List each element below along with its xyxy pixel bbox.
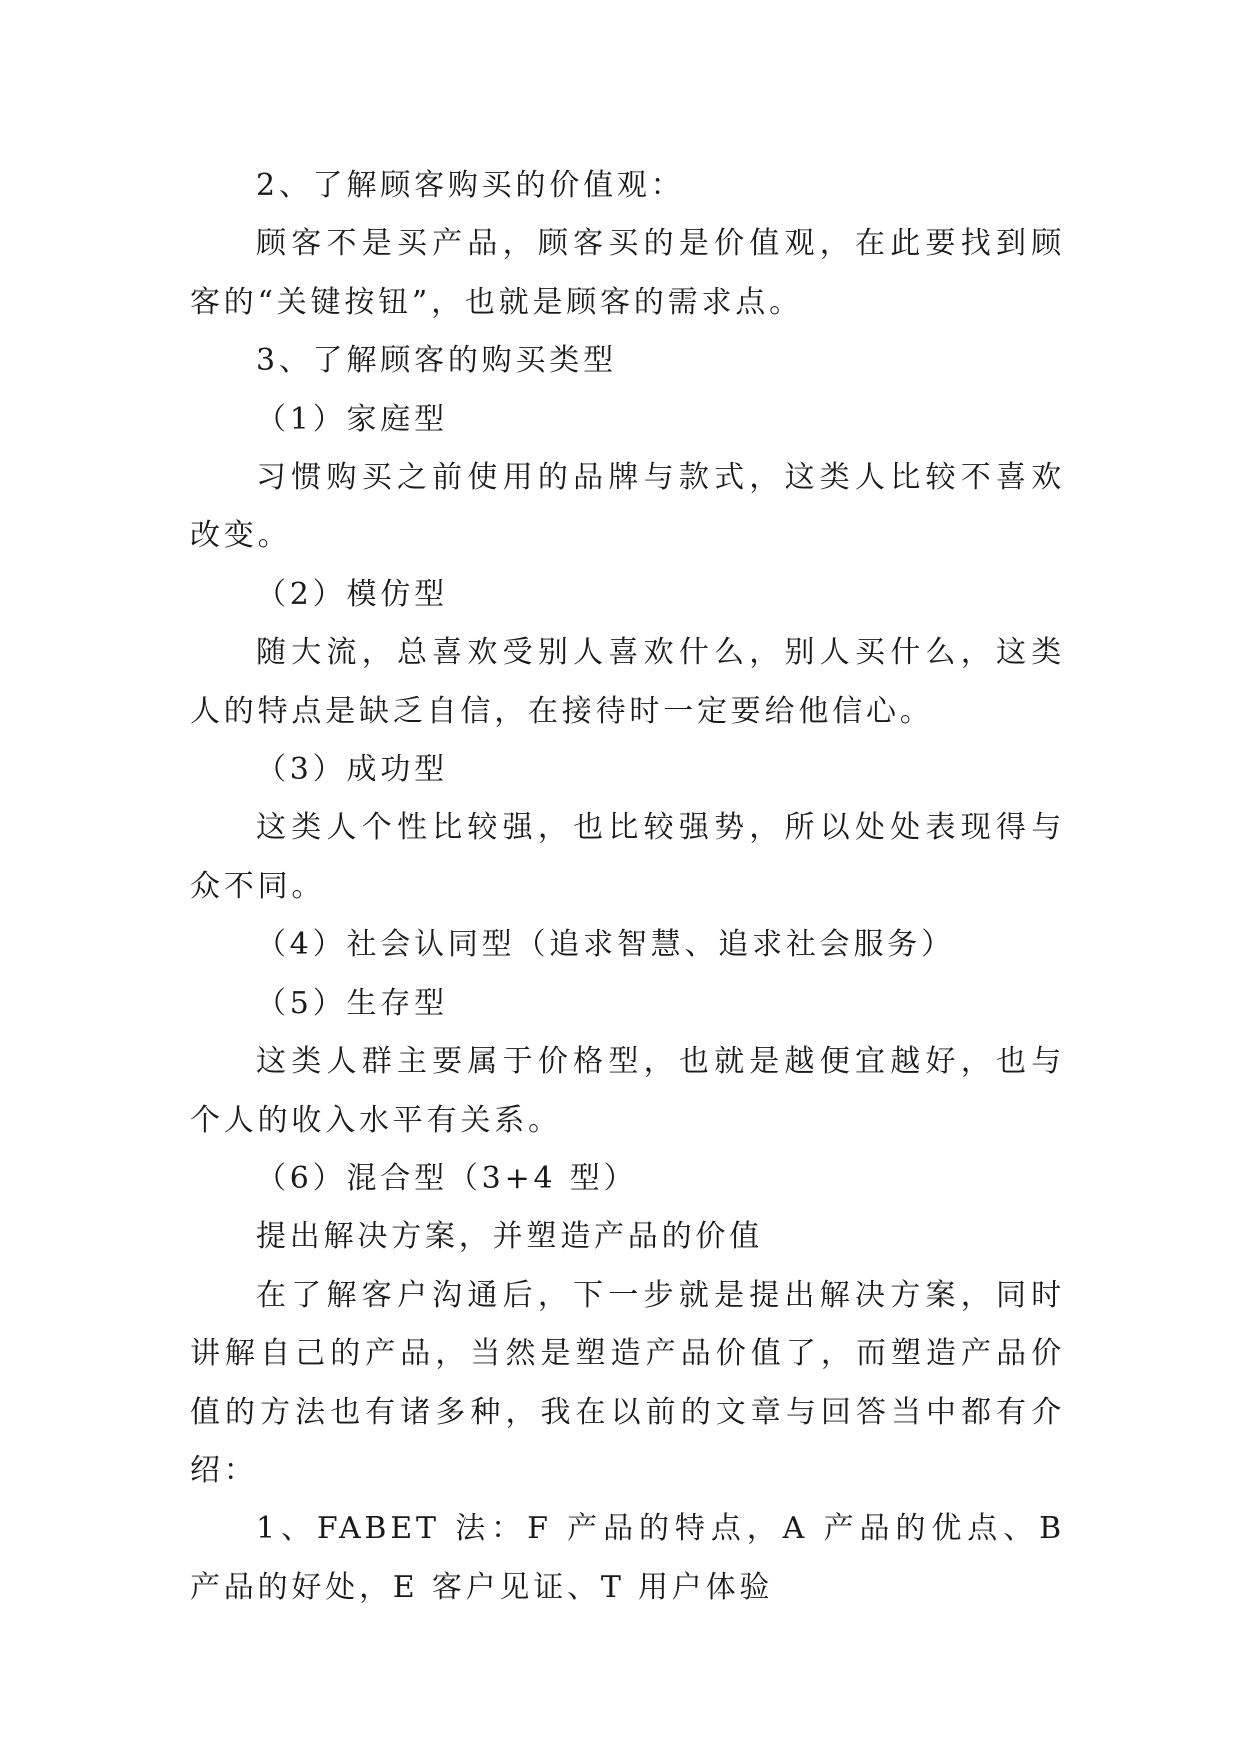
paragraph-fabet: 1、FABET 法：F 产品的特点，A 产品的优点、B 产品的好处，E 客户见证、T 用户体验	[190, 1511, 1065, 1605]
subheading-type-6: （6）混合型（3+4 型）	[256, 1160, 638, 1196]
paragraph-type-2: 随大流，总喜欢受别人喜欢什么，别人买什么，这类人的特点是缺乏自信，在接待时一定要给他信心。	[190, 635, 1065, 729]
paragraph-purchase-values: 顾客不是买产品，顾客买的是价值观，在此要找到顾客的“关键按钮”，也就是顾客的需求点。	[190, 226, 1065, 320]
document-body	[190, 157, 1065, 1617]
subheading-type-2: （2）模仿型	[256, 576, 448, 612]
paragraph-solution: 在了解客户沟通后，下一步就是提出解决方案，同时讲解自己的产品，当然是塑造产品价值了，而塑造产品价值的方法也有诸多种，我在以前的文章与回答当中都有介绍：	[190, 1277, 1065, 1488]
heading-purchase-types: 3、了解顾客的购买类型	[256, 343, 617, 379]
paragraph-type-5: 这类人群主要属于价格型，也就是越便宜越好，也与个人的收入水平有关系。	[190, 1044, 1065, 1138]
paragraph-type-1: 习惯购买之前使用的品牌与款式，这类人比较不喜欢改变。	[190, 460, 1065, 554]
subheading-type-3: （3）成功型	[256, 752, 448, 788]
subheading-type-1: （1）家庭型	[256, 401, 448, 437]
paragraph-type-3: 这类人个性比较强，也比较强势，所以处处表现得与众不同。	[190, 810, 1065, 904]
subheading-type-4: （4）社会认同型（追求智慧、追求社会服务）	[256, 927, 955, 963]
heading-purchase-values: 2、了解顾客购买的价值观：	[256, 168, 685, 203]
subheading-type-5: （5）生存型	[256, 985, 448, 1021]
heading-solution: 提出解决方案，并塑造产品的价值	[256, 1219, 763, 1255]
